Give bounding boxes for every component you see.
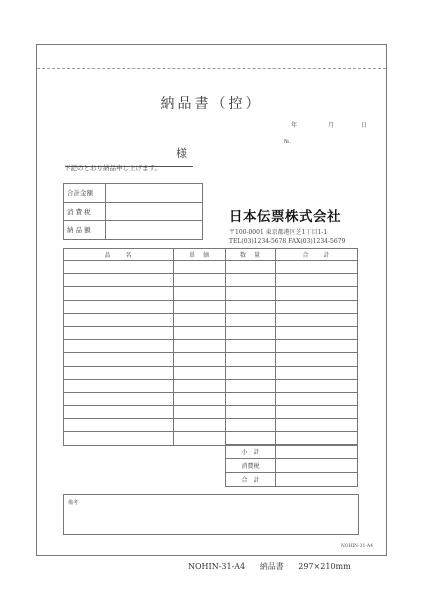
unit-price-cell[interactable]: [174, 406, 226, 419]
form-code-small: NOHIN-31-A4: [340, 544, 373, 549]
unit-price-cell[interactable]: [174, 261, 226, 274]
table-row: [64, 300, 358, 313]
summary-value[interactable]: [106, 221, 203, 240]
company-block: [229, 205, 345, 245]
summary-row: [64, 221, 203, 240]
date-year-label: 年: [291, 122, 298, 129]
unit-price-cell[interactable]: [174, 432, 226, 445]
summary-value[interactable]: [106, 202, 203, 221]
totals-row: [226, 445, 358, 459]
unit-price-cell[interactable]: [174, 274, 226, 287]
grand-total-label: 合 計: [226, 473, 276, 487]
quantity-cell[interactable]: [226, 313, 276, 326]
item-cell[interactable]: [64, 419, 174, 432]
item-cell[interactable]: [64, 287, 174, 300]
delivery-slip-sheet: [36, 44, 387, 556]
perforation-line: [37, 68, 386, 69]
item-cell[interactable]: [64, 300, 174, 313]
caption-size: 297×210mm: [298, 562, 351, 571]
unit-price-cell[interactable]: [174, 326, 226, 339]
table-row: [64, 406, 358, 419]
column-header-unit-price: 単 価: [174, 249, 226, 261]
date-day-label: 日: [361, 122, 368, 129]
totals-row: [226, 459, 358, 473]
item-cell[interactable]: [64, 406, 174, 419]
total-cell[interactable]: [276, 313, 358, 326]
item-cell[interactable]: [64, 432, 174, 445]
date-month-label: 月: [328, 122, 335, 129]
quantity-cell[interactable]: [226, 419, 276, 432]
tax-value[interactable]: [276, 459, 358, 473]
summary-label: 消 費 税: [64, 202, 106, 221]
quantity-cell[interactable]: [226, 353, 276, 366]
unit-price-cell[interactable]: [174, 340, 226, 353]
column-header-total: 合 計: [276, 249, 358, 261]
subtotal-value[interactable]: [276, 445, 358, 459]
number-label: №.: [284, 139, 291, 145]
tax-label: 消費税: [226, 459, 276, 473]
items-header-row: [64, 249, 358, 261]
company-address: 〒100-0001 東京都港区芝1丁目1-1: [229, 229, 328, 236]
column-header-quantity: 数 量: [226, 249, 276, 261]
document-title: 納品書（控）: [160, 96, 263, 112]
item-cell[interactable]: [64, 379, 174, 392]
item-cell[interactable]: [64, 353, 174, 366]
summary-label: 納 品 額: [64, 221, 106, 240]
quantity-cell[interactable]: [226, 379, 276, 392]
total-cell[interactable]: [276, 392, 358, 405]
unit-price-cell[interactable]: [174, 366, 226, 379]
table-row: [64, 261, 358, 274]
item-cell[interactable]: [64, 326, 174, 339]
summary-table: [63, 183, 203, 240]
item-cell[interactable]: [64, 340, 174, 353]
total-cell[interactable]: [276, 379, 358, 392]
table-row: [64, 366, 358, 379]
unit-price-cell[interactable]: [174, 353, 226, 366]
item-cell[interactable]: [64, 366, 174, 379]
unit-price-cell[interactable]: [174, 287, 226, 300]
caption-name: 納品書: [259, 562, 284, 571]
table-row: [64, 353, 358, 366]
quantity-cell[interactable]: [226, 366, 276, 379]
table-row: [64, 392, 358, 405]
unit-price-cell[interactable]: [174, 419, 226, 432]
quantity-cell[interactable]: [226, 406, 276, 419]
item-cell[interactable]: [64, 392, 174, 405]
intro-text: 下記のとおり納品申し上げます。: [64, 164, 161, 172]
caption: [188, 561, 363, 572]
summary-value[interactable]: [106, 184, 203, 203]
quantity-cell[interactable]: [226, 287, 276, 300]
total-cell[interactable]: [276, 419, 358, 432]
unit-price-cell[interactable]: [174, 392, 226, 405]
table-row: [64, 340, 358, 353]
summary-label: 合計金額: [64, 184, 106, 203]
total-cell[interactable]: [276, 406, 358, 419]
unit-price-cell[interactable]: [174, 379, 226, 392]
totals-row: [226, 473, 358, 487]
caption-code: NOHIN-31-A4: [188, 562, 246, 571]
items-table: [63, 248, 358, 446]
quantity-cell[interactable]: [226, 274, 276, 287]
remarks-label: 備考: [68, 500, 79, 506]
totals-table: [225, 444, 358, 487]
table-row: [64, 379, 358, 392]
table-row: [64, 313, 358, 326]
total-cell[interactable]: [276, 366, 358, 379]
company-name: 日本伝票株式会社: [229, 209, 341, 225]
quantity-cell[interactable]: [226, 326, 276, 339]
quantity-cell[interactable]: [226, 392, 276, 405]
item-cell[interactable]: [64, 274, 174, 287]
table-row: [64, 274, 358, 287]
quantity-cell[interactable]: [226, 261, 276, 274]
remarks-box[interactable]: [63, 494, 359, 535]
total-cell[interactable]: [276, 300, 358, 313]
total-cell[interactable]: [276, 287, 358, 300]
total-cell[interactable]: [276, 326, 358, 339]
table-row: [64, 326, 358, 339]
total-cell[interactable]: [276, 353, 358, 366]
table-row: [64, 419, 358, 432]
honorific-label: 様: [176, 147, 187, 160]
quantity-cell[interactable]: [226, 300, 276, 313]
company-phone: TEL(03)1234-5678 FAX(03)1234-5679: [229, 238, 346, 245]
column-header-item: 品 名: [64, 249, 174, 261]
grand-total-value[interactable]: [276, 473, 358, 487]
unit-price-cell[interactable]: [174, 313, 226, 326]
total-cell[interactable]: [276, 340, 358, 353]
summary-row: [64, 202, 203, 221]
subtotal-label: 小 計: [226, 445, 276, 459]
total-cell[interactable]: [276, 261, 358, 274]
item-cell[interactable]: [64, 261, 174, 274]
item-cell[interactable]: [64, 313, 174, 326]
summary-row: [64, 184, 203, 203]
total-cell[interactable]: [276, 274, 358, 287]
quantity-cell[interactable]: [226, 340, 276, 353]
unit-price-cell[interactable]: [174, 300, 226, 313]
table-row: [64, 287, 358, 300]
